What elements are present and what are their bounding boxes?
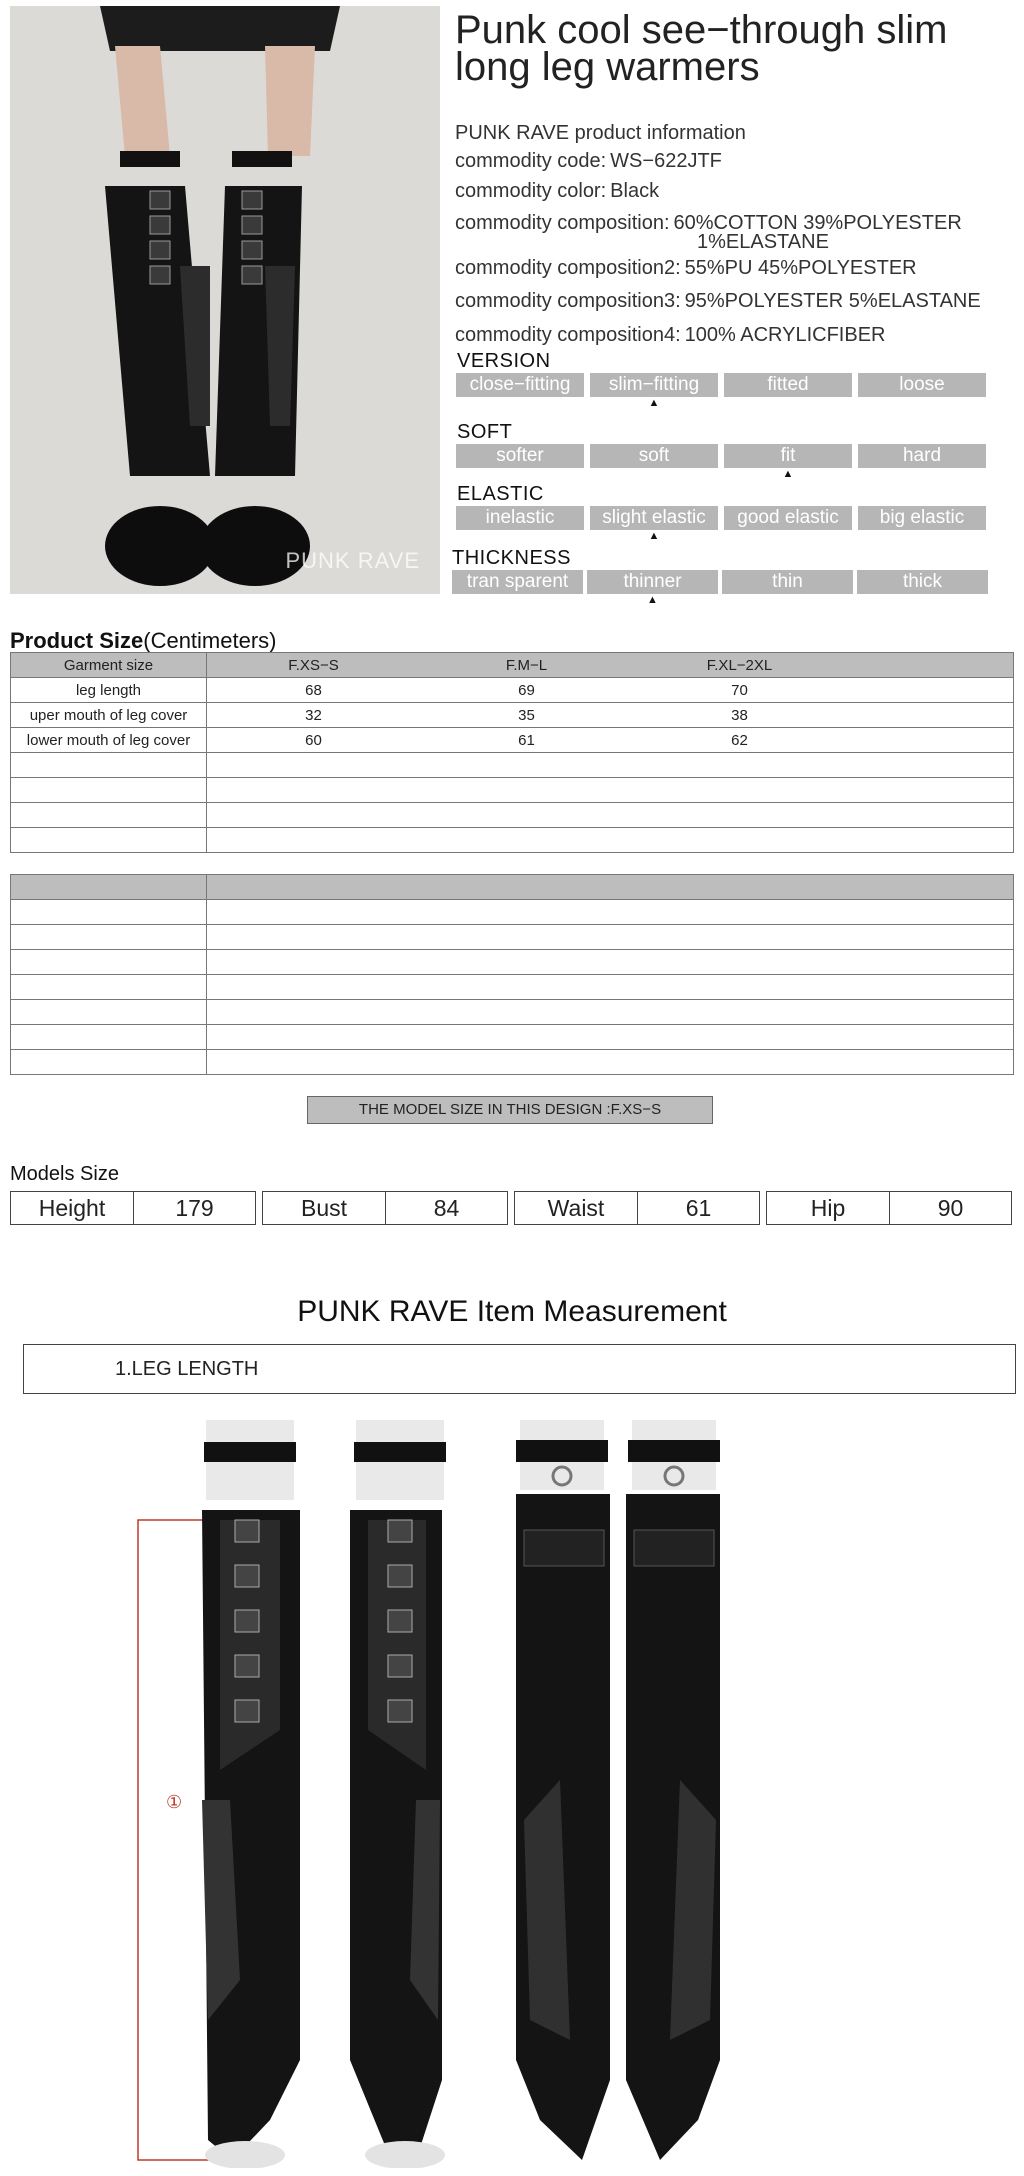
elastic-option: big elastic <box>858 506 986 530</box>
waist-box <box>514 1191 760 1225</box>
commodity-code-value: WS−622JTF <box>610 150 722 172</box>
empty-row <box>11 1050 1014 1075</box>
front-leg-right <box>350 1420 446 2168</box>
table-cell: 32 <box>305 706 322 724</box>
row-label: lower mouth of leg cover <box>11 728 207 753</box>
table-header-row <box>11 653 1014 678</box>
measurement-item-label: 1.LEG LENGTH <box>115 1358 259 1380</box>
version-option: close−fitting <box>456 373 584 397</box>
back-leg-right <box>626 1420 720 2160</box>
product-size-heading <box>10 628 277 654</box>
size-header: F.XS−S <box>288 656 339 674</box>
composition-2-value: 55%PU 45%POLYESTER <box>684 257 917 279</box>
thickness-scale <box>452 570 988 594</box>
height-value: 179 <box>133 1192 255 1224</box>
elastic-scale-title: ELASTIC <box>457 483 544 505</box>
waist-value: 61 <box>637 1192 759 1224</box>
models-size-row <box>10 1191 1012 1225</box>
empty-row <box>11 950 1014 975</box>
thickness-option: thin <box>722 570 853 594</box>
commodity-code-label: commodity code: <box>455 150 607 172</box>
composition-4-value: 100% ACRYLICFIBER <box>684 324 886 346</box>
thickness-option: thick <box>857 570 988 594</box>
model-photo-illustration <box>10 6 440 594</box>
composition-2-line <box>455 257 917 280</box>
soft-option: soft <box>590 444 718 468</box>
waist-label: Waist <box>547 1195 605 1221</box>
watermark: PUNK RAVE <box>285 548 420 573</box>
size-header: F.XL−2XL <box>706 656 773 674</box>
empty-row <box>11 975 1014 1000</box>
empty-row <box>11 828 1014 853</box>
empty-row <box>11 1000 1014 1025</box>
garment-size-header: Garment size <box>11 653 207 678</box>
composition-3-value: 95%POLYESTER 5%ELASTANE <box>684 290 981 312</box>
thickness-scale-title: THICKNESS <box>452 547 571 569</box>
table-cell: 68 <box>305 681 322 699</box>
bust-box <box>262 1191 508 1225</box>
product-title: Punk cool see−through slim long leg warmers <box>455 8 948 89</box>
elastic-scale <box>456 506 986 530</box>
table-cell: 38 <box>731 706 748 724</box>
size-header: F.M−L <box>505 656 548 674</box>
product-flat-illustration <box>120 1420 860 2168</box>
commodity-code-line <box>455 150 722 173</box>
table-row <box>11 703 1014 728</box>
commodity-color-line <box>455 180 659 203</box>
product-flat-photo <box>120 1420 860 2168</box>
version-scale <box>456 373 986 397</box>
elastic-option: inelastic <box>456 506 584 530</box>
empty-row <box>11 803 1014 828</box>
table-cell: 61 <box>518 731 535 749</box>
product-size-table <box>10 652 1014 853</box>
composition-4-line <box>455 324 886 347</box>
models-size-heading: Models Size <box>10 1163 119 1185</box>
product-size-unit: (Centimeters) <box>143 628 277 653</box>
thickness-option: tran sparent <box>452 570 583 594</box>
composition-1-value: 60%COTTON 39%POLYESTER <box>673 212 962 234</box>
table-row <box>11 728 1014 753</box>
composition-3-line <box>455 290 981 313</box>
brand-info-line: PUNK RAVE product information <box>455 122 746 144</box>
table-header-row <box>11 875 1014 900</box>
empty-row <box>11 900 1014 925</box>
empty-row <box>11 778 1014 803</box>
hip-label: Hip <box>810 1195 846 1221</box>
elastic-option: good elastic <box>724 506 852 530</box>
soft-scale-title: SOFT <box>457 421 513 443</box>
table-cell: 70 <box>731 681 748 699</box>
model-photo <box>10 6 440 594</box>
row-label: leg length <box>11 678 207 703</box>
soft-option: hard <box>858 444 986 468</box>
model-size-note: THE MODEL SIZE IN THIS DESIGN :F.XS−S <box>307 1096 713 1124</box>
empty-row <box>11 1025 1014 1050</box>
composition-2-label: commodity composition2: <box>455 257 681 279</box>
version-option: loose <box>858 373 986 397</box>
empty-row <box>11 753 1014 778</box>
leg-length-bracket <box>138 1520 212 2160</box>
version-scale-title: VERSION <box>457 350 551 372</box>
table-cell: 62 <box>731 731 748 749</box>
measurement-title: PUNK RAVE Item Measurement <box>297 1295 727 1328</box>
height-label: Height <box>38 1195 106 1221</box>
table-cell: 35 <box>518 706 535 724</box>
row-label: uper mouth of leg cover <box>11 703 207 728</box>
version-option-selected: slim−fitting ▲ <box>590 373 718 397</box>
composition-4-label: commodity composition4: <box>455 324 681 346</box>
hip-box <box>766 1191 1012 1225</box>
version-option: fitted <box>724 373 852 397</box>
back-leg-left <box>516 1420 610 2160</box>
elastic-option-selected: slight elastic ▲ <box>590 506 718 530</box>
front-leg-left <box>202 1420 300 2168</box>
thickness-option-selected: thinner ▲ <box>587 570 718 594</box>
hip-value: 90 <box>889 1192 1011 1224</box>
height-box <box>10 1191 256 1225</box>
soft-option: softer <box>456 444 584 468</box>
table-cell: 69 <box>518 681 535 699</box>
composition-1-value-cont: 1%ELASTANE <box>697 231 829 253</box>
commodity-color-value: Black <box>610 180 660 202</box>
soft-option-selected: fit ▲ <box>724 444 852 468</box>
product-size-title: Product Size <box>10 628 144 653</box>
table-cell: 60 <box>305 731 322 749</box>
composition-1-label: commodity composition: <box>455 212 670 234</box>
secondary-size-table <box>10 874 1014 1075</box>
empty-row <box>11 925 1014 950</box>
table-row <box>11 678 1014 703</box>
commodity-color-label: commodity color: <box>455 180 607 202</box>
composition-3-label: commodity composition3: <box>455 290 681 312</box>
soft-scale <box>456 444 986 468</box>
measurement-marker-1: ① <box>166 1792 183 1812</box>
bust-value: 84 <box>385 1192 507 1224</box>
bust-label: Bust <box>300 1195 348 1221</box>
